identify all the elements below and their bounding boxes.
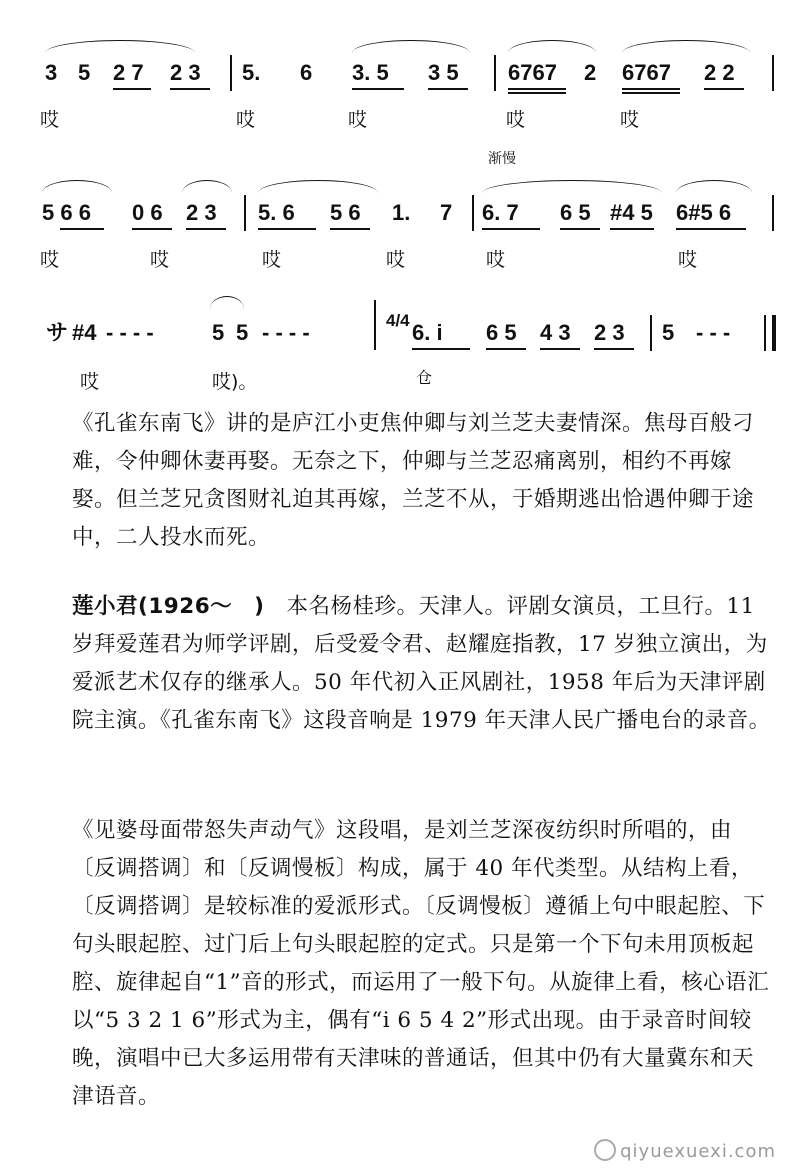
underline xyxy=(610,228,654,230)
note: 2 7 xyxy=(113,60,144,85)
music-score xyxy=(0,0,810,395)
underline xyxy=(258,228,316,230)
tempo-mark: 渐慢 xyxy=(488,151,516,167)
note: 6 5 xyxy=(486,320,517,345)
note: 1. xyxy=(392,200,411,225)
lyric: 哎 xyxy=(386,249,406,271)
slur xyxy=(182,180,232,193)
note: 5 xyxy=(78,60,91,85)
paragraph-text xyxy=(72,588,772,740)
lyric: 哎 xyxy=(678,249,698,271)
note: #4 xyxy=(72,320,97,345)
paragraph-analysis xyxy=(72,812,772,1126)
note: #4 5 xyxy=(610,200,653,225)
note: 4 3 xyxy=(540,320,571,345)
note: 7 xyxy=(440,200,453,225)
note: 6. i xyxy=(412,320,443,345)
underline xyxy=(170,88,210,90)
note: 6 5 xyxy=(560,200,591,225)
underline xyxy=(186,228,226,230)
underline xyxy=(508,88,566,90)
note: 5 xyxy=(212,320,225,345)
slur xyxy=(210,296,244,309)
note: 5. xyxy=(242,60,261,85)
underline xyxy=(594,348,634,350)
watermark xyxy=(594,1139,776,1162)
note: 5 xyxy=(662,320,675,345)
underline xyxy=(60,228,104,230)
note: 5 6 xyxy=(330,200,361,225)
watermark-logo-icon xyxy=(594,1139,616,1161)
barline xyxy=(772,55,774,91)
barline xyxy=(472,195,474,231)
underline xyxy=(412,348,470,350)
underline xyxy=(486,348,526,350)
slur xyxy=(42,180,112,193)
note: - - - xyxy=(696,320,731,345)
underline xyxy=(560,228,600,230)
underline xyxy=(508,92,566,94)
paragraph-performer xyxy=(72,588,772,750)
note: 3 xyxy=(45,60,58,85)
note: - - - - xyxy=(106,320,154,345)
watermark-text: qiyuexuexi.com xyxy=(620,1141,776,1162)
slur xyxy=(352,40,470,53)
slur xyxy=(45,40,195,53)
slur xyxy=(676,180,752,193)
note: 2 2 xyxy=(704,60,735,85)
lyric: 哎 xyxy=(486,249,506,271)
underline xyxy=(622,88,680,90)
slur xyxy=(622,40,750,53)
slur xyxy=(258,180,378,193)
underline xyxy=(482,228,540,230)
barline xyxy=(374,300,376,350)
note: 2 3 xyxy=(186,200,217,225)
performer-name: 莲小君(1926～ ) xyxy=(72,594,265,619)
note: 2 xyxy=(584,60,597,85)
underline xyxy=(132,228,172,230)
slur xyxy=(482,180,662,193)
barline xyxy=(230,55,232,91)
barline xyxy=(650,315,652,351)
underline xyxy=(704,88,744,90)
lyric: 哎 xyxy=(236,109,256,131)
underline xyxy=(113,88,151,90)
note: 6 xyxy=(300,60,313,85)
note: 0 6 xyxy=(132,200,163,225)
performer-bio: 本名杨桂珍。天津人。评剧女演员，工旦行。11 岁拜爱莲君为师学评剧，后受爱令君、赵耀庭指教，17 岁独立演出，为爱派艺术仅存的继承人。50 年代初入正风剧社，1958 年后为天津评剧院主演。《孔雀东南飞》这段音响是 1979 年天津人民广播电台的录音。 xyxy=(72,594,771,733)
note: 5. 6 xyxy=(258,200,295,225)
underline xyxy=(540,348,580,350)
underline xyxy=(622,92,680,94)
slur xyxy=(508,40,596,53)
note: 6767 xyxy=(622,60,671,85)
barline xyxy=(494,55,496,91)
lyric: 哎 xyxy=(506,109,526,131)
note: 2 3 xyxy=(170,60,201,85)
underline xyxy=(428,88,468,90)
final-barline xyxy=(772,315,776,351)
note: 3 5 xyxy=(428,60,459,85)
lyric: 哎)。 xyxy=(212,371,258,393)
lyric: 哎 xyxy=(40,249,60,271)
lyric: 哎 xyxy=(620,109,640,131)
lyric: 哎 xyxy=(80,371,100,393)
lyric: 哎 xyxy=(150,249,170,271)
note: 6767 xyxy=(508,60,557,85)
underline xyxy=(330,228,370,230)
barline xyxy=(244,195,246,231)
underline xyxy=(352,88,404,90)
paragraph-text: 《孔雀东南飞》讲的是庐江小吏焦仲卿与刘兰芝夫妻情深。焦母百般刁难，令仲卿休妻再娶。无奈之下，仲卿与兰芝忍痛离别，相约不再嫁娶。但兰芝兄贪图财礼迫其再嫁，兰芝不从，于婚期逃出恰遇仲卿于途中，二人投水而死。 xyxy=(72,411,755,550)
underline xyxy=(676,228,746,230)
note: 3. 5 xyxy=(352,60,389,85)
paragraph-story xyxy=(72,405,772,567)
free-meter-mark: サ xyxy=(46,320,69,345)
time-signature: 4/4 xyxy=(386,311,410,330)
note: 6. 7 xyxy=(482,200,519,225)
note: 5 6 6 xyxy=(42,200,91,225)
note: 5 xyxy=(236,320,249,345)
note: 6#5 6 xyxy=(676,200,732,225)
lyric: 哎 xyxy=(40,109,60,131)
lyric: 哎 xyxy=(262,249,282,271)
note: 2 3 xyxy=(594,320,625,345)
percussion-mark: 仓 xyxy=(416,368,433,387)
barline xyxy=(772,195,774,231)
note: - - - - xyxy=(262,320,310,345)
barline xyxy=(764,315,766,351)
paragraph-text: 《见婆母面带怒失声动气》这段唱，是刘兰芝深夜纺织时所唱的，由〔反调搭调〕和〔反调慢板〕构成，属于 40 年代类型。从结构上看，〔反调搭调〕是较标准的爱派形式。〔反调慢板〕遵循上句中眼起腔、下句头眼起腔、过门后上句头眼起腔的定式。只是第一个下句未用顶板起腔、旋律起自“1”音的形式，而运用了一般下句。从旋律上看，核心语汇以“5 3 2 1 6”形式为主，偶有“i 6 5 4 2”形式出现。由于录音时间较晚，演唱中已大多运用带有天津味的普通话，但其中仍有大量冀东和天津语音。 xyxy=(72,818,770,1109)
lyric: 哎 xyxy=(348,109,368,131)
